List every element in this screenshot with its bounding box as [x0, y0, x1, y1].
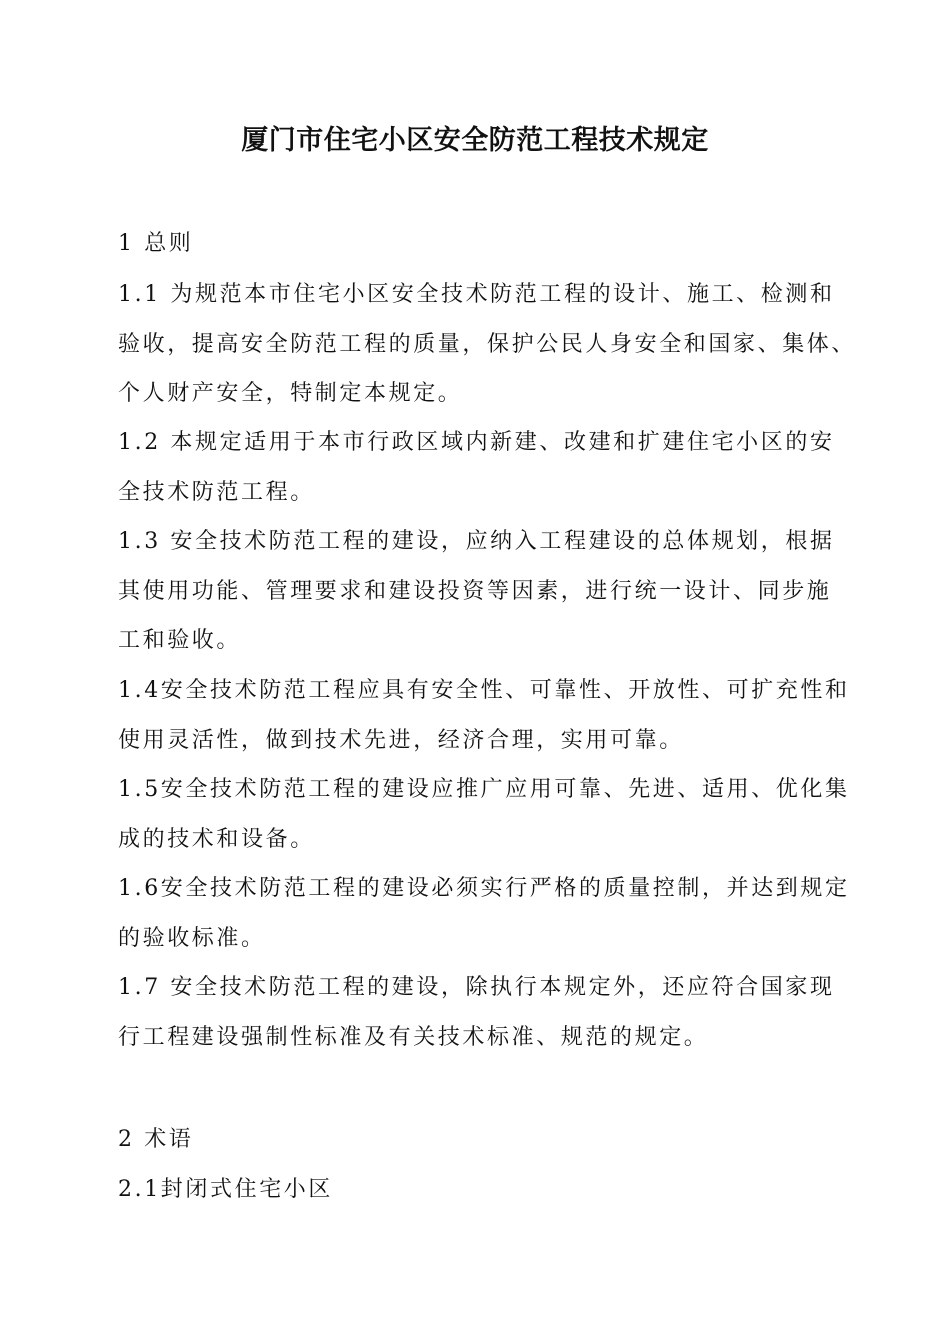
paragraph-line: 工和验收。: [118, 628, 242, 653]
paragraph-line: 1.6安全技术防范工程的建设必须实行严格的质量控制，并达到规定: [118, 876, 850, 901]
paragraph-line: 1.4安全技术防范工程应具有安全性、可靠性、开放性、可扩充性和: [118, 678, 850, 703]
paragraph-line: 1.1 为规范本市住宅小区安全技术防范工程的设计、施工、检测和: [118, 282, 835, 307]
paragraph-line: 其使用功能、管理要求和建设投资等因素，进行统一设计、同步施: [118, 579, 832, 604]
paragraph-line: 1.2 本规定适用于本市行政区域内新建、改建和扩建住宅小区的安: [118, 430, 835, 455]
subsection-heading: 2.1封闭式住宅小区: [118, 1177, 333, 1202]
paragraph-line: 1.7 安全技术防范工程的建设，除执行本规定外，还应符合国家现: [118, 975, 835, 1000]
paragraph-line: 1.3 安全技术防范工程的建设，应纳入工程建设的总体规划，根据: [118, 529, 835, 554]
paragraph-line: 验收，提高安全防范工程的质量，保护公民人身安全和国家、集体、: [118, 332, 857, 357]
paragraph-line: 使用灵活性，做到技术先进，经济合理，实用可靠。: [118, 728, 684, 753]
section-heading-general: 1 总则: [118, 231, 194, 256]
paragraph-line: 行工程建设强制性标准及有关技术标准、规范的规定。: [118, 1025, 709, 1050]
paragraph-line: 全技术防范工程。: [118, 480, 315, 505]
paragraph-line: 的验收标准。: [118, 926, 266, 951]
section-heading-terms: 2 术语: [118, 1127, 194, 1152]
document-title: 厦门市住宅小区安全防范工程技术规定: [241, 125, 709, 156]
paragraph-line: 1.5安全技术防范工程的建设应推广应用可靠、先进、适用、优化集: [118, 777, 850, 802]
paragraph-line: 个人财产安全，特制定本规定。: [118, 381, 463, 406]
paragraph-line: 成的技术和设备。: [118, 827, 315, 852]
